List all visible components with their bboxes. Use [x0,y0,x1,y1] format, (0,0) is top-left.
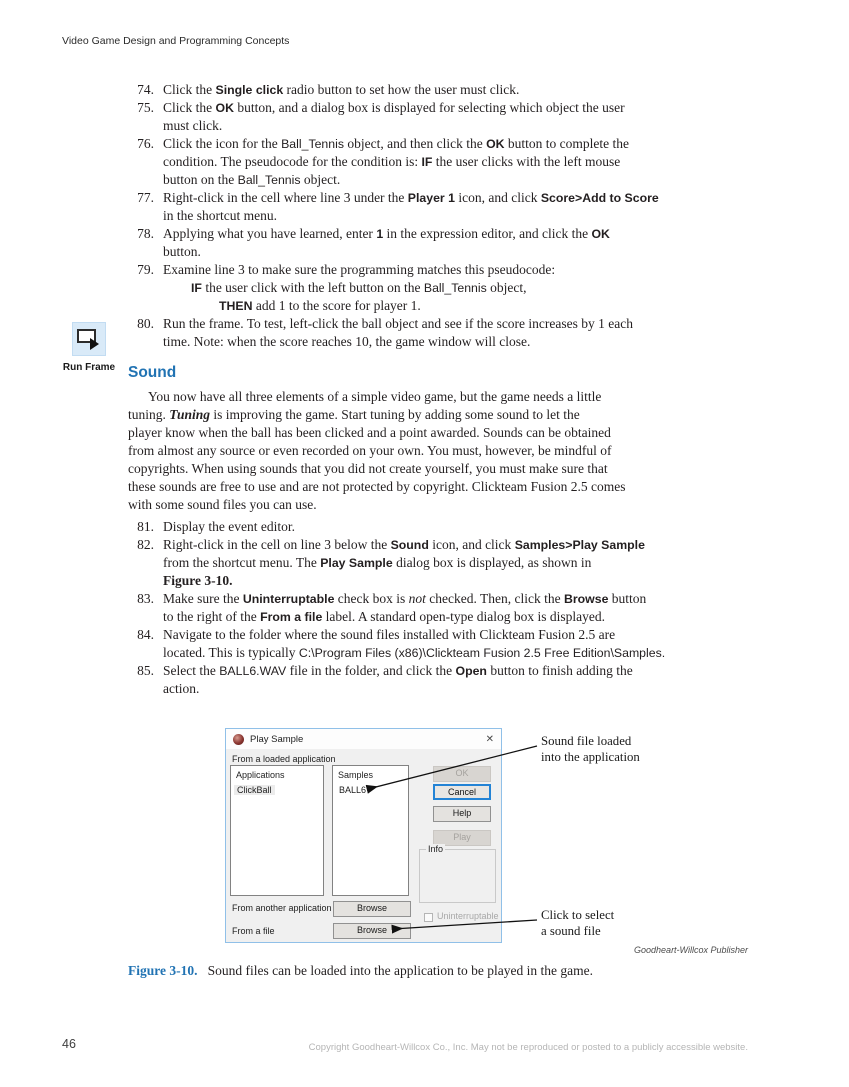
sample-item-ball6[interactable]: BALL6 [339,785,367,795]
close-icon[interactable]: ✕ [485,733,494,745]
uninterruptable-label: Uninterruptable [437,911,499,921]
footer-copyright: Copyright Goodheart-Willcox Co., Inc. May not be reproduced or posted to a publicly accessible website. [308,1042,748,1053]
arrow-to-ball6 [368,746,537,789]
text-run: OK [591,227,610,241]
list-item-number: 77. [137,190,154,205]
list-item-number: 82. [137,537,154,552]
text-line [163,189,753,207]
text-line [128,496,753,514]
ok-button[interactable]: OK [433,766,491,782]
list-item [128,536,753,590]
text-line [163,680,753,698]
text-run: with some sound files you can use. [128,497,317,512]
samples-header: Samples [338,770,374,780]
annotation-line: a sound file [541,924,601,938]
figure-caption [128,962,753,980]
text-run: object, [486,280,527,295]
text-line [128,406,753,424]
text-run: Ball_Tennis [423,281,487,295]
text-run: Tuning [169,407,211,422]
text-run: Uninterruptable [242,592,335,606]
text-line [163,518,753,536]
text-run: button. [163,244,201,259]
text-line [163,608,753,626]
list-item-text [163,225,753,261]
application-item-clickball[interactable]: ClickBall [234,785,275,795]
text-line [191,279,753,297]
text-line [163,315,753,333]
list-item-text [163,662,753,698]
text-line [128,442,753,460]
list-item [128,590,753,626]
list-item-number: 85. [137,663,154,678]
text-run: in the shortcut menu. [163,208,277,223]
page-number: 46 [62,1037,76,1051]
text-line [163,81,753,99]
list-item [128,189,753,225]
text-run: Score>Add to Score [540,191,659,205]
text-run: button, and a dialog box is displayed for selecting which object the user [233,100,625,115]
sound-paragraph [128,388,753,514]
text-run: tuning. [128,407,170,422]
text-run: IF [191,281,202,295]
list-item-text [163,261,753,315]
arrow-to-browse [393,920,537,929]
text-line [163,644,753,662]
text-run: Make sure the [163,591,243,606]
browse-another-button[interactable]: Browse [333,901,411,917]
steps-list-81-85 [128,518,753,698]
text-run: action. [163,681,200,696]
text-run: Samples>Play Sample [514,538,645,552]
text-run: from the shortcut menu. The [163,555,321,570]
text-run: Click the [163,100,216,115]
text-line [163,171,753,189]
text-run: located. This is typically [163,645,299,660]
text-run: object. [300,172,341,187]
text-line [163,117,753,135]
text-run: the user clicks with the left mouse [432,154,621,169]
text-line [163,662,753,680]
text-run: Play Sample [320,556,393,570]
publisher-credit: Goodheart-Willcox Publisher [634,945,748,955]
figure-caption-label: Figure 3-10. [128,963,198,978]
text-run: must click. [163,118,223,133]
list-item [128,135,753,189]
list-item-text [163,518,753,536]
annotation-line: into the application [541,750,640,764]
list-item [128,315,753,351]
run-frame-icon [72,322,106,356]
text-line [163,243,753,261]
text-run: radio button to set how the user must click. [283,82,520,97]
applications-header: Applications [236,770,285,780]
list-item-number: 76. [137,136,154,151]
text-run: Ball_Tennis [281,137,344,151]
list-item-number: 75. [137,100,154,115]
text-line [163,99,753,117]
from-another-application-label: From another application [232,903,332,913]
text-line [163,153,753,171]
text-run: Right-click in the cell on line 3 below the [163,537,391,552]
info-label: Info [428,844,444,854]
text-run: file in the folder, and click the [286,663,456,678]
list-item [128,261,753,315]
text-run: dialog box is displayed, as shown in [392,555,592,570]
text-run: 1 [376,227,384,241]
text-run: From a file [260,610,323,624]
play-button[interactable]: Play [433,830,491,846]
text-line [163,225,753,243]
text-run: to the right of the [163,609,261,624]
running-head: Video Game Design and Programming Concepts [62,35,290,47]
annotation-line: Sound file loaded [541,734,632,748]
text-run: object, and then click the [343,136,487,151]
list-item-text [163,626,753,662]
text-run: Examine line 3 to make sure the programming matches this pseudocode: [163,262,556,277]
text-run: condition. The pseudocode for the condition is: [163,154,422,169]
annotation-sound-file [541,733,640,765]
text-run: button to complete the [504,136,629,151]
cancel-button[interactable]: Cancel [433,784,491,800]
run-frame-label: Run Frame [62,362,116,373]
text-run: these sounds are free to use and are not protected by copyright. Clickteam Fusion 2.5 comes [128,479,626,494]
text-run: Applying what you have learned, enter [163,226,377,241]
list-item-text [163,99,753,135]
text-run: in the expression editor, and click the [383,226,592,241]
text-run: BALL6.WAV [219,664,287,678]
list-item [128,626,753,662]
text-run: Click the icon for the [163,136,282,151]
text-run: OK [215,101,234,115]
text-run: time. Note: when the score reaches 10, the game window will close. [163,334,531,349]
text-run: not [408,591,426,606]
text-run: THEN [219,299,253,313]
list-item-number: 78. [137,226,154,241]
text-run: button [608,591,647,606]
list-item [128,81,753,99]
text-run: Sound [390,538,429,552]
text-line [163,333,753,351]
list-item-number: 74. [137,82,154,97]
list-item-text [163,135,753,189]
steps-list-74-80 [128,81,753,351]
text-run: Single click [215,83,284,97]
list-item-text [163,81,753,99]
dialog-title: Play Sample [250,733,304,745]
text-run: Player 1 [407,191,455,205]
text-run: Figure 3-10. [163,573,233,588]
text-line [163,261,753,279]
text-run: Click the [163,82,216,97]
text-run: Browse [564,592,609,606]
text-line [163,590,753,608]
list-item [128,99,753,135]
list-item-text [163,315,753,351]
text-run: IF [421,155,433,169]
text-run: Run the frame. To test, left-click the ball object and see if the score increases by 1 each [163,316,633,331]
text-line [128,460,753,478]
text-run: copyrights. When using sounds that you did not create yourself, you must make sure that [128,461,608,476]
text-run: button to finish adding the [486,663,633,678]
list-item-text [163,590,753,626]
text-run: icon, and click [428,537,515,552]
list-item-number: 79. [137,262,154,277]
annotation-arrows [0,728,849,963]
text-run: player know when the ball has been clicked and a point awarded. Sounds can be obtained [128,425,611,440]
text-run: check box is [334,591,409,606]
list-item [128,518,753,536]
list-item-text [163,536,753,590]
text-run: Navigate to the folder where the sound files installed with Clickteam Fusion 2.5 are [163,627,616,642]
text-run: Display the event editor. [163,519,295,534]
text-run: Right-click in the cell where line 3 under the [163,190,408,205]
list-item-number: 81. [137,519,154,534]
list-item-number: 80. [137,316,154,331]
text-run: Select the [163,663,220,678]
list-item [128,662,753,698]
from-a-file-label: From a file [232,926,275,936]
annotation-click-select [541,907,614,939]
text-line [128,424,753,442]
text-run: OK [486,137,505,151]
text-run: Open [455,664,487,678]
text-line [163,536,753,554]
text-run: add 1 to the score for player 1. [252,298,421,313]
text-line [163,135,753,153]
list-item-text [163,189,753,225]
text-run: the user click with the left button on the [201,280,424,295]
from-loaded-application-label: From a loaded application [232,754,336,764]
text-run: button on the [163,172,238,187]
list-item-number: 84. [137,627,154,642]
figure-caption-text: Sound files can be loaded into the application to be played in the game. [207,963,594,978]
text-run: You now have all three elements of a simple video game, but the game needs a little [148,389,602,404]
text-run: icon, and click [454,190,541,205]
run-frame-margin-item [59,322,119,373]
text-line [128,388,753,406]
text-line [163,554,753,572]
text-line [163,207,753,225]
list-item [128,225,753,261]
text-run: C:\Program Files (x86)\Clickteam Fusion 2.5 Free Edition\Samples. [298,646,666,660]
annotation-line: Click to select [541,908,615,922]
text-run: from almost any source or even recorded on your own. You must, however, be mindful of [128,443,612,458]
text-run: Ball_Tennis [237,173,301,187]
text-run: is improving the game. Start tuning by adding some sound to let the [210,407,580,422]
text-line [128,478,753,496]
help-button[interactable]: Help [433,806,491,822]
browse-file-button[interactable]: Browse [333,923,411,939]
text-line [163,626,753,644]
text-run: label. A standard open-type dialog box is displayed. [322,609,605,624]
text-line [163,572,753,590]
text-line [219,297,753,315]
list-item-number: 83. [137,591,154,606]
text-run: checked. Then, click the [425,591,564,606]
section-heading-sound: Sound [128,364,177,381]
